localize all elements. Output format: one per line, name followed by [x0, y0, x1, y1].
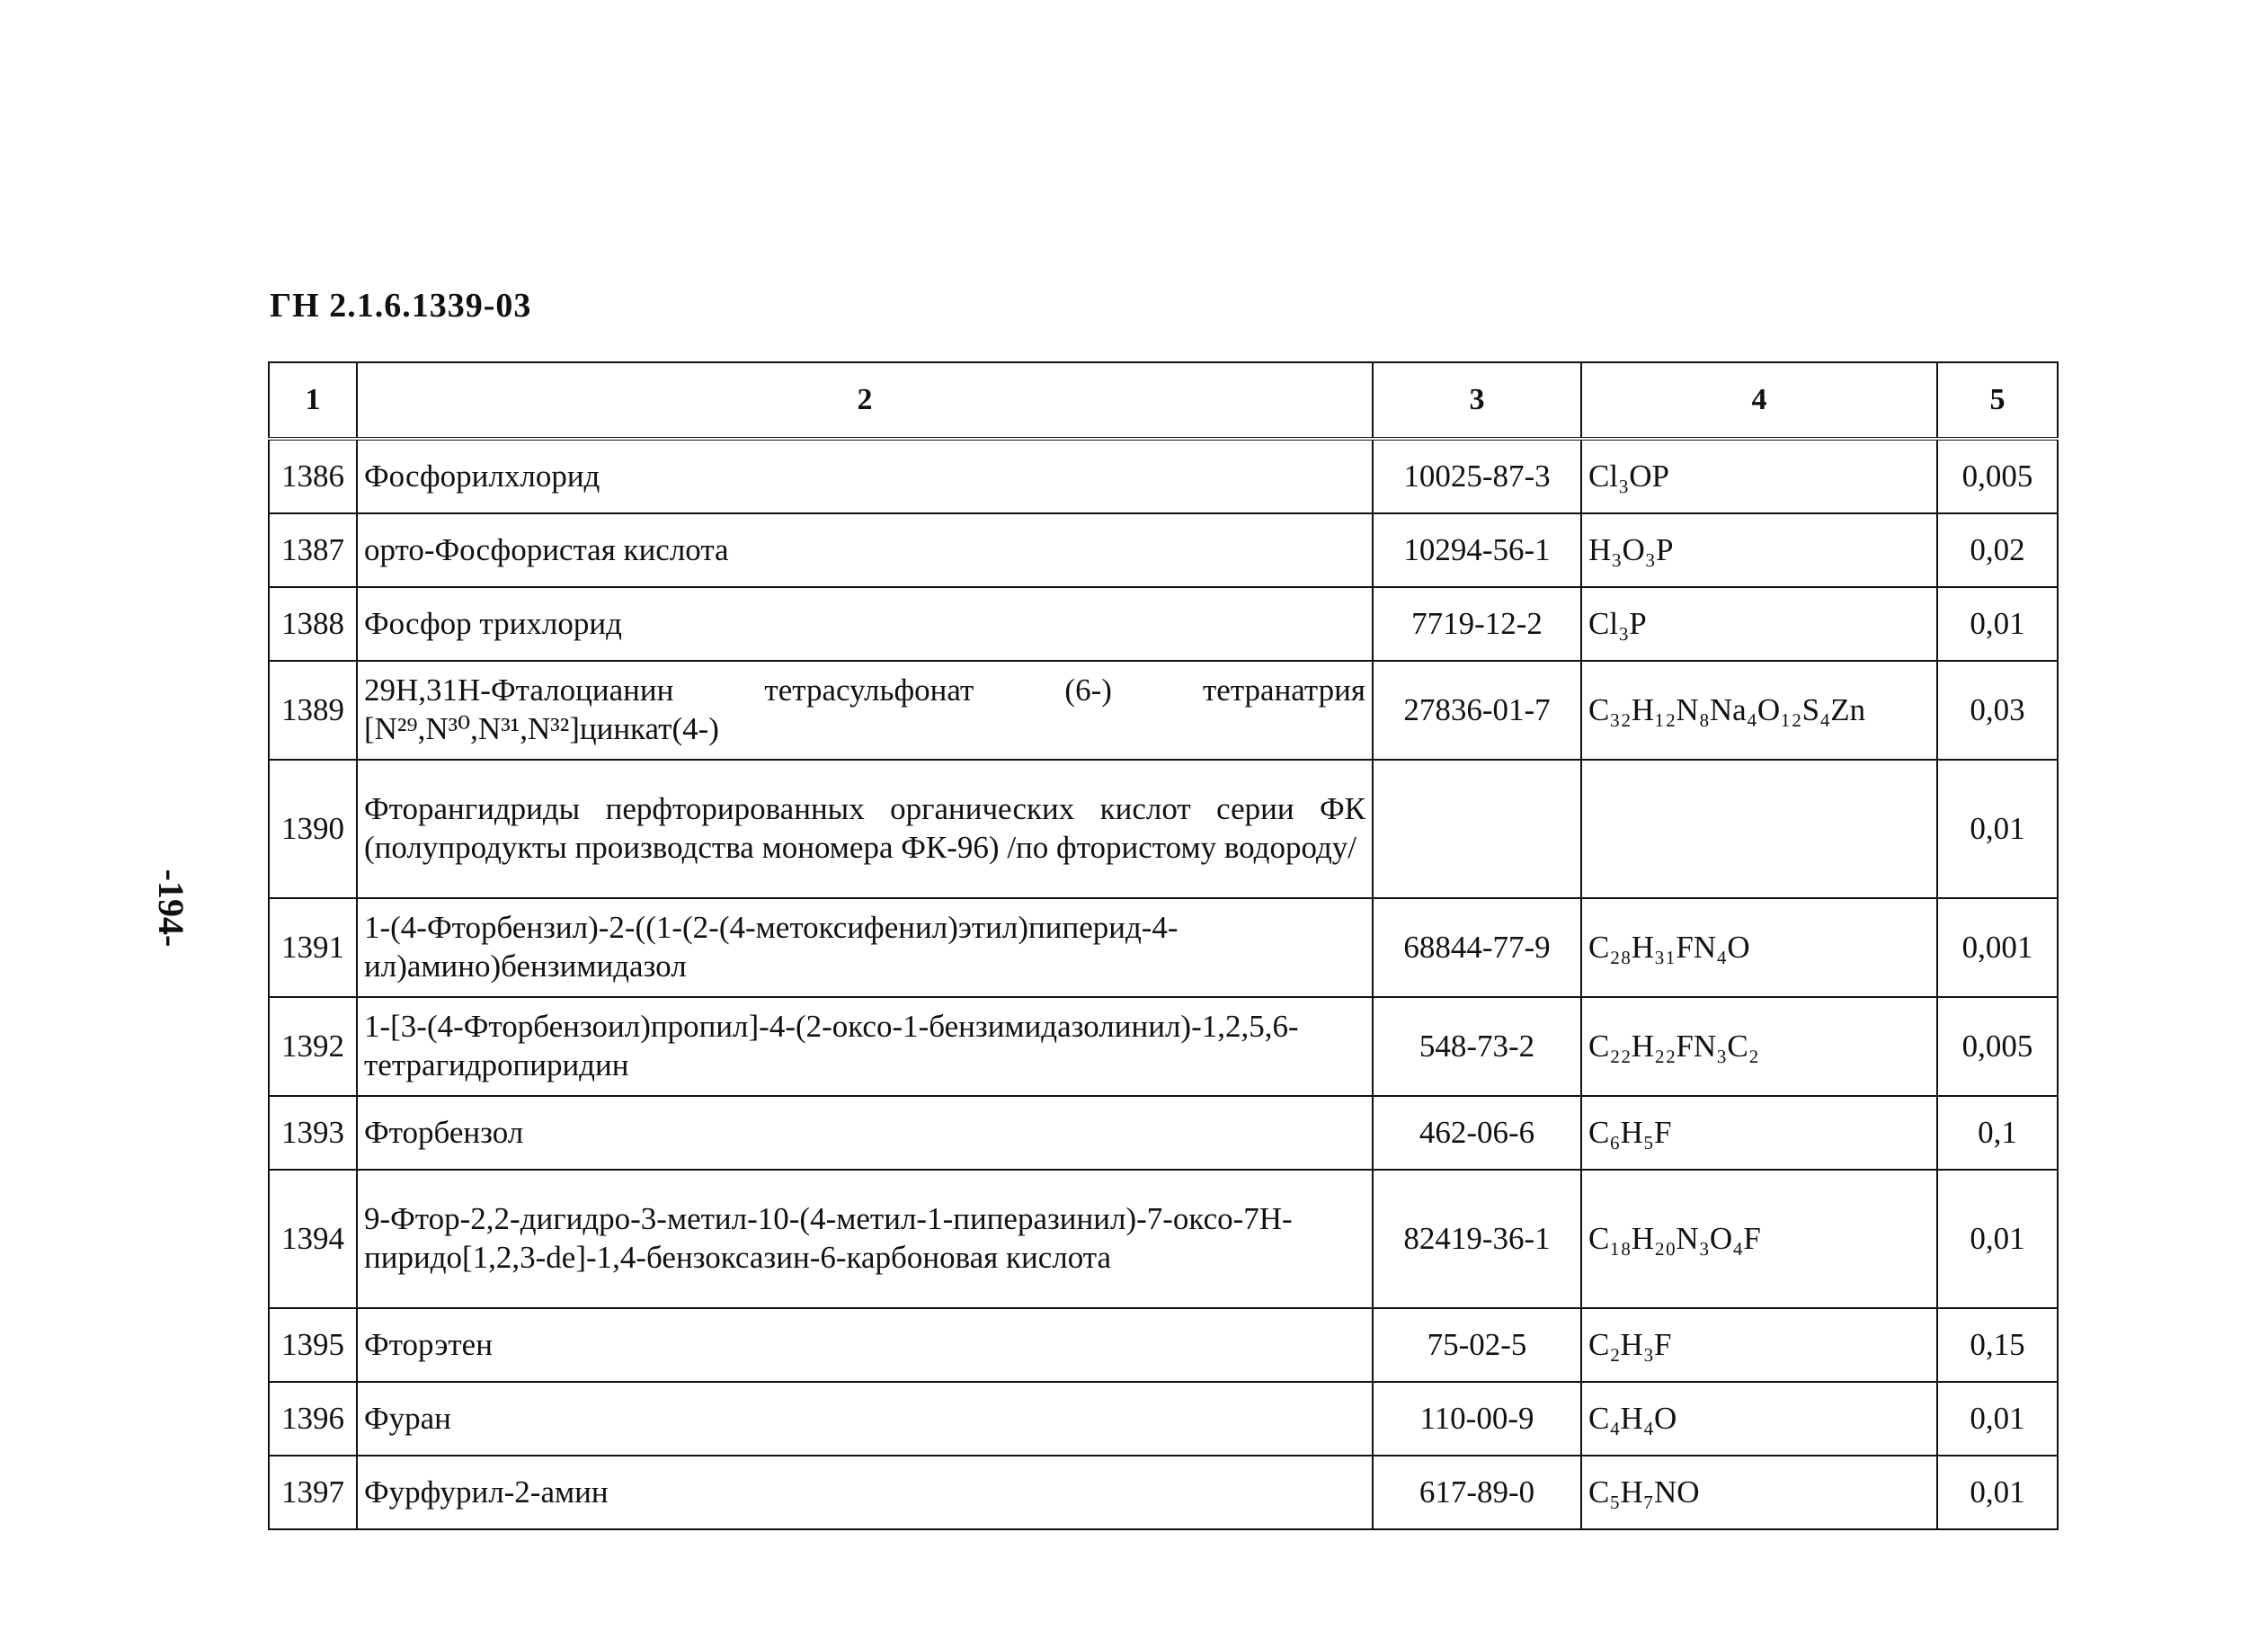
cas-number: 68844-77-9: [1373, 898, 1581, 997]
row-number: 1390: [269, 760, 357, 898]
limit-value: 0,1: [1937, 1096, 2058, 1170]
limit-value: 0,01: [1937, 1456, 2058, 1529]
column-header-5: 5: [1937, 362, 2058, 439]
chemical-formula: C₅H₇NO: [1581, 1456, 1937, 1529]
table-row: [269, 997, 2058, 1096]
table-row: [269, 1170, 2058, 1308]
cas-number: 617-89-0: [1373, 1456, 1581, 1529]
substance-name: Фосфор трихлорид: [357, 587, 1373, 661]
table-row: [269, 439, 2058, 513]
row-number: 1387: [269, 513, 357, 587]
limit-value: 0,02: [1937, 513, 2058, 587]
substance-name: 1-(4-Фторбензил)-2-((1-(2-(4-метоксифенил)этил)пиперид-4-ил)амино)бензимидазол: [357, 898, 1373, 997]
table-body: [269, 439, 2058, 1529]
substances-table: [268, 361, 2059, 1530]
cas-number: 10025-87-3: [1373, 439, 1581, 513]
chemical-formula: C₂H₃F: [1581, 1308, 1937, 1382]
header-row: [269, 362, 2058, 439]
chemical-formula: Cl₃OP: [1581, 439, 1937, 513]
cas-number: 27836-01-7: [1373, 661, 1581, 760]
cas-number: 548-73-2: [1373, 997, 1581, 1096]
row-number: 1392: [269, 997, 357, 1096]
substance-name: Фторэтен: [357, 1308, 1373, 1382]
limit-value: 0,001: [1937, 898, 2058, 997]
chemical-formula: [1581, 760, 1937, 898]
chemical-formula: C₃₂H₁₂N₈Na₄O₁₂S₄Zn: [1581, 661, 1937, 760]
chemical-formula: C₂₈H₃₁FN₄O: [1581, 898, 1937, 997]
table-row: [269, 513, 2058, 587]
limit-value: 0,01: [1937, 1170, 2058, 1308]
table-row: [269, 898, 2058, 997]
cas-number: [1373, 760, 1581, 898]
cas-number: 7719-12-2: [1373, 587, 1581, 661]
substance-name: Фосфорилхлорид: [357, 439, 1373, 513]
substance-name: Фторангидриды перфторированных органических кислот серии ФК (полупродукты производства мономера ФК-96) /по фтористому водороду/: [357, 760, 1373, 898]
limit-value: 0,01: [1937, 587, 2058, 661]
chemical-formula: C₆H₅F: [1581, 1096, 1937, 1170]
limit-value: 0,005: [1937, 997, 2058, 1096]
cas-number: 462-06-6: [1373, 1096, 1581, 1170]
substance-name: Фторбензол: [357, 1096, 1373, 1170]
chemical-formula: Cl₃P: [1581, 587, 1937, 661]
chemical-formula: C₁₈H₂₀N₃O₄F: [1581, 1170, 1937, 1308]
column-header-2: 2: [357, 362, 1373, 439]
chemical-formula: C₄H₄O: [1581, 1382, 1937, 1456]
substance-name: 1-[3-(4-Фторбензоил)пропил]-4-(2-оксо-1-бензимидазолинил)-1,2,5,6-тетрагидропиридин: [357, 997, 1373, 1096]
limit-value: 0,15: [1937, 1308, 2058, 1382]
table-header: [269, 362, 2058, 439]
row-number: 1389: [269, 661, 357, 760]
table-row: [269, 587, 2058, 661]
column-header-1: 1: [269, 362, 357, 439]
substance-name: 9-Фтор-2,2-дигидро-3-метил-10-(4-метил-1-пиперазинил)-7-оксо-7H-пиридо[1,2,3-de]-1,4-бензоксазин-6-карбоновая кислота: [357, 1170, 1373, 1308]
cas-number: 82419-36-1: [1373, 1170, 1581, 1308]
table-row: [269, 1382, 2058, 1456]
substance-name: 29H,31H-Фталоцианин тетрасульфонат (6-) тетранатрия [N²⁹,N³⁰,N³¹,N³²]цинкат(4-): [357, 661, 1373, 760]
page-number: -194-: [151, 868, 191, 948]
column-header-3: 3: [1373, 362, 1581, 439]
row-number: 1393: [269, 1096, 357, 1170]
cas-number: 10294-56-1: [1373, 513, 1581, 587]
table-row: [269, 1096, 2058, 1170]
row-number: 1395: [269, 1308, 357, 1382]
column-header-4: 4: [1581, 362, 1937, 439]
row-number: 1391: [269, 898, 357, 997]
limit-value: 0,03: [1937, 661, 2058, 760]
table-row: [269, 1456, 2058, 1529]
limit-value: 0,01: [1937, 760, 2058, 898]
table-row: [269, 1308, 2058, 1382]
substance-name: Фурфурил-2-амин: [357, 1456, 1373, 1529]
row-number: 1397: [269, 1456, 357, 1529]
chemical-formula: C₂₂H₂₂FN₃C₂: [1581, 997, 1937, 1096]
cas-number: 75-02-5: [1373, 1308, 1581, 1382]
row-number: 1396: [269, 1382, 357, 1456]
document-code: ГН 2.1.6.1339-03: [270, 287, 532, 325]
substance-name: орто-Фосфористая кислота: [357, 513, 1373, 587]
table-row: [269, 760, 2058, 898]
table-row: [269, 661, 2058, 760]
limit-value: 0,005: [1937, 439, 2058, 513]
row-number: 1388: [269, 587, 357, 661]
row-number: 1394: [269, 1170, 357, 1308]
limit-value: 0,01: [1937, 1382, 2058, 1456]
substance-name: Фуран: [357, 1382, 1373, 1456]
row-number: 1386: [269, 439, 357, 513]
cas-number: 110-00-9: [1373, 1382, 1581, 1456]
chemical-formula: H₃O₃P: [1581, 513, 1937, 587]
